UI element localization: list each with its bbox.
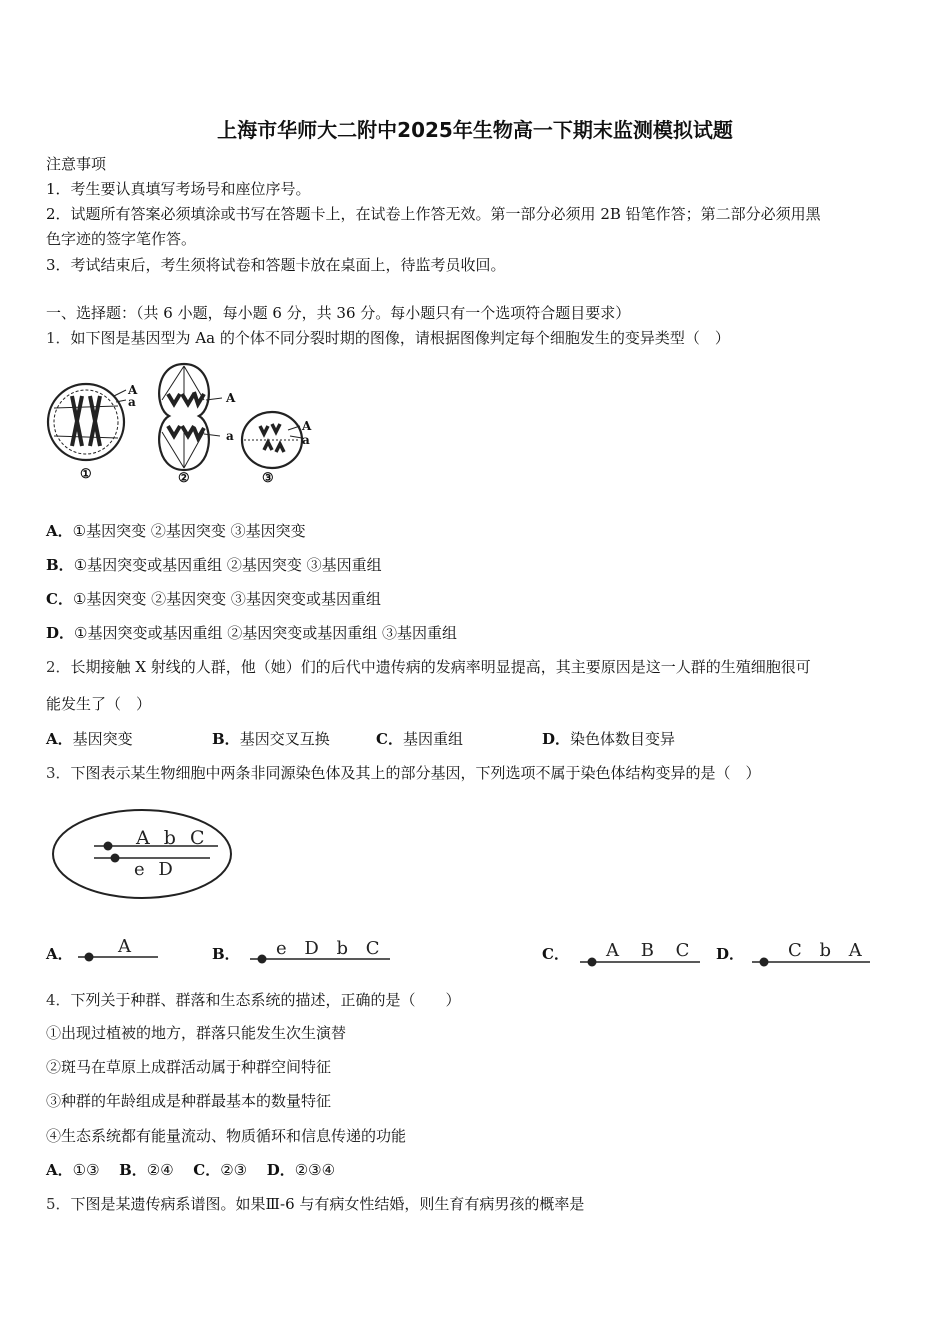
option-key: C． (376, 730, 403, 748)
gene-row: e D b C (276, 938, 386, 959)
option-key: A． (46, 945, 73, 963)
gene-label-A: A (302, 419, 312, 433)
question-number: 2． (46, 658, 71, 676)
option-text: 基因重组 (402, 730, 463, 748)
option-text: ②③ (220, 1161, 248, 1179)
question-3 (46, 762, 761, 783)
gene-label-A: A (128, 383, 138, 397)
option-key: B． (212, 945, 240, 963)
question-1 (46, 327, 730, 348)
option-c (376, 728, 463, 749)
gene-row: C b A (788, 940, 868, 961)
gene-row-top: A b C (136, 827, 209, 849)
question-number: 1． (46, 329, 71, 347)
gene-row: A B C (606, 940, 698, 961)
question-text: 长期接触 X 射线的人群，他（她）们的后代中遗传病的发病率明显提高，其主要原因是这一人群的生殖细胞很可 (70, 658, 811, 676)
statement: ①出现过植被的地方，群落只能发生次生演替 (46, 1024, 347, 1042)
option-key: C． (542, 945, 569, 963)
option-key: D． (542, 730, 571, 748)
gene-row: A (118, 936, 131, 957)
option-key: B． (119, 1161, 147, 1179)
option-text: 基因突变 (72, 730, 133, 748)
notice-item: 2．试题所有答案必须填涂或书写在答题卡上，在试卷上作答无效。第一部分必须用 2B 铅笔作答；第二部分必须用黑 (46, 205, 821, 223)
question-4 (46, 989, 461, 1010)
notice-item: 3．考试结束后，考生须将试卷和答题卡放在桌面上，待监考员收回。 (46, 256, 506, 274)
option-text: 基因交叉互换 (239, 730, 330, 748)
option-c-chromosome (576, 934, 706, 966)
gene-row-bottom: e D (134, 859, 177, 880)
option-key: C． (46, 590, 73, 608)
page-title: 上海市华师大二附中2025年生物高一下期末监测模拟试题 (217, 118, 733, 142)
gene-label-a: a (302, 433, 310, 447)
option-key: A． (46, 522, 73, 540)
option-d (542, 728, 675, 749)
notice-item: 1．考生要认真填写考场号和座位序号。 (46, 180, 311, 198)
option-b (212, 728, 330, 749)
option-key: A． (46, 1161, 73, 1179)
option-b-chromosome (244, 932, 394, 962)
statement: ④生态系统都有能量流动、物质循环和信息传递的功能 (46, 1127, 407, 1145)
option-text: ①基因突变 ②基因突变 ③基因突变或基因重组 (72, 590, 381, 608)
cell-outline (53, 810, 231, 898)
question-5 (46, 1193, 584, 1214)
option-text: ②③④ (294, 1161, 336, 1179)
question-text: 下图表示某生物细胞中两条非同源染色体及其上的部分基因，下列选项不属于染色体结构变异的是（ ） (70, 764, 761, 782)
option-c (46, 588, 381, 609)
option-text: ②④ (146, 1161, 174, 1179)
cell-label-3: ③ (262, 471, 274, 486)
option-text: ①基因突变或基因重组 ②基因突变或基因重组 ③基因重组 (74, 624, 458, 642)
option-a (46, 520, 306, 541)
option-text: ①③ (72, 1161, 100, 1179)
option-key: B． (46, 556, 74, 574)
question-number: 3． (46, 764, 71, 782)
option-b (46, 554, 382, 575)
option-key: C． (193, 1161, 221, 1179)
option-key: D． (46, 624, 75, 642)
notice-heading: 注意事项 (46, 155, 107, 173)
statement: ②斑马在草原上成群活动属于种群空间特征 (46, 1058, 332, 1076)
question-number: 5． (46, 1195, 71, 1213)
option-key: D． (266, 1161, 295, 1179)
cell-label-2: ② (178, 471, 190, 486)
notice-item: 色字迹的签字笔作答。 (46, 230, 197, 248)
option-a-chromosome (72, 932, 162, 962)
section-heading: 一、选择题：（共 6 小题，每小题 6 分，共 36 分。每小题只有一个选项符合题目要求） (46, 304, 631, 322)
question-text: 如下图是基因型为 Aa 的个体不同分裂时期的图像，请根据图像判定每个细胞发生的变异类型（ ） (70, 329, 730, 347)
option-d-chromosome (748, 934, 878, 966)
centromere (111, 854, 120, 863)
cell-division-figure (44, 356, 314, 486)
q4-options (46, 1159, 335, 1180)
option-d (46, 622, 457, 643)
option-key: D． (716, 945, 745, 963)
option-key: B． (212, 730, 240, 748)
option-text: ①基因突变 ②基因突变 ③基因突变 (72, 522, 306, 540)
question-2 (46, 656, 811, 677)
question-text: 下图是某遗传病系谱图。如果Ⅲ-6 与有病女性结婚，则生育有病男孩的概率是 (70, 1195, 585, 1213)
gene-label-A: A (226, 391, 236, 405)
gene-label-a: a (128, 395, 136, 409)
cell-1 (48, 384, 124, 460)
option-key: A． (46, 730, 73, 748)
question-number: 4． (46, 991, 71, 1009)
option-text: ①基因突变或基因重组 ②基因突变 ③基因重组 (73, 556, 382, 574)
option-text: 染色体数目变异 (570, 730, 676, 748)
question-text-line2: 能发生了（ ） (46, 695, 152, 713)
chromosome-figure (50, 804, 240, 904)
centromere (104, 842, 113, 851)
statement: ③种群的年龄组成是种群最基本的数量特征 (46, 1092, 332, 1110)
cell-label-1: ① (80, 467, 92, 482)
gene-label-a: a (226, 429, 234, 443)
option-a (46, 728, 133, 749)
question-text: 下列关于种群、群落和生态系统的描述，正确的是（ ） (70, 991, 461, 1009)
